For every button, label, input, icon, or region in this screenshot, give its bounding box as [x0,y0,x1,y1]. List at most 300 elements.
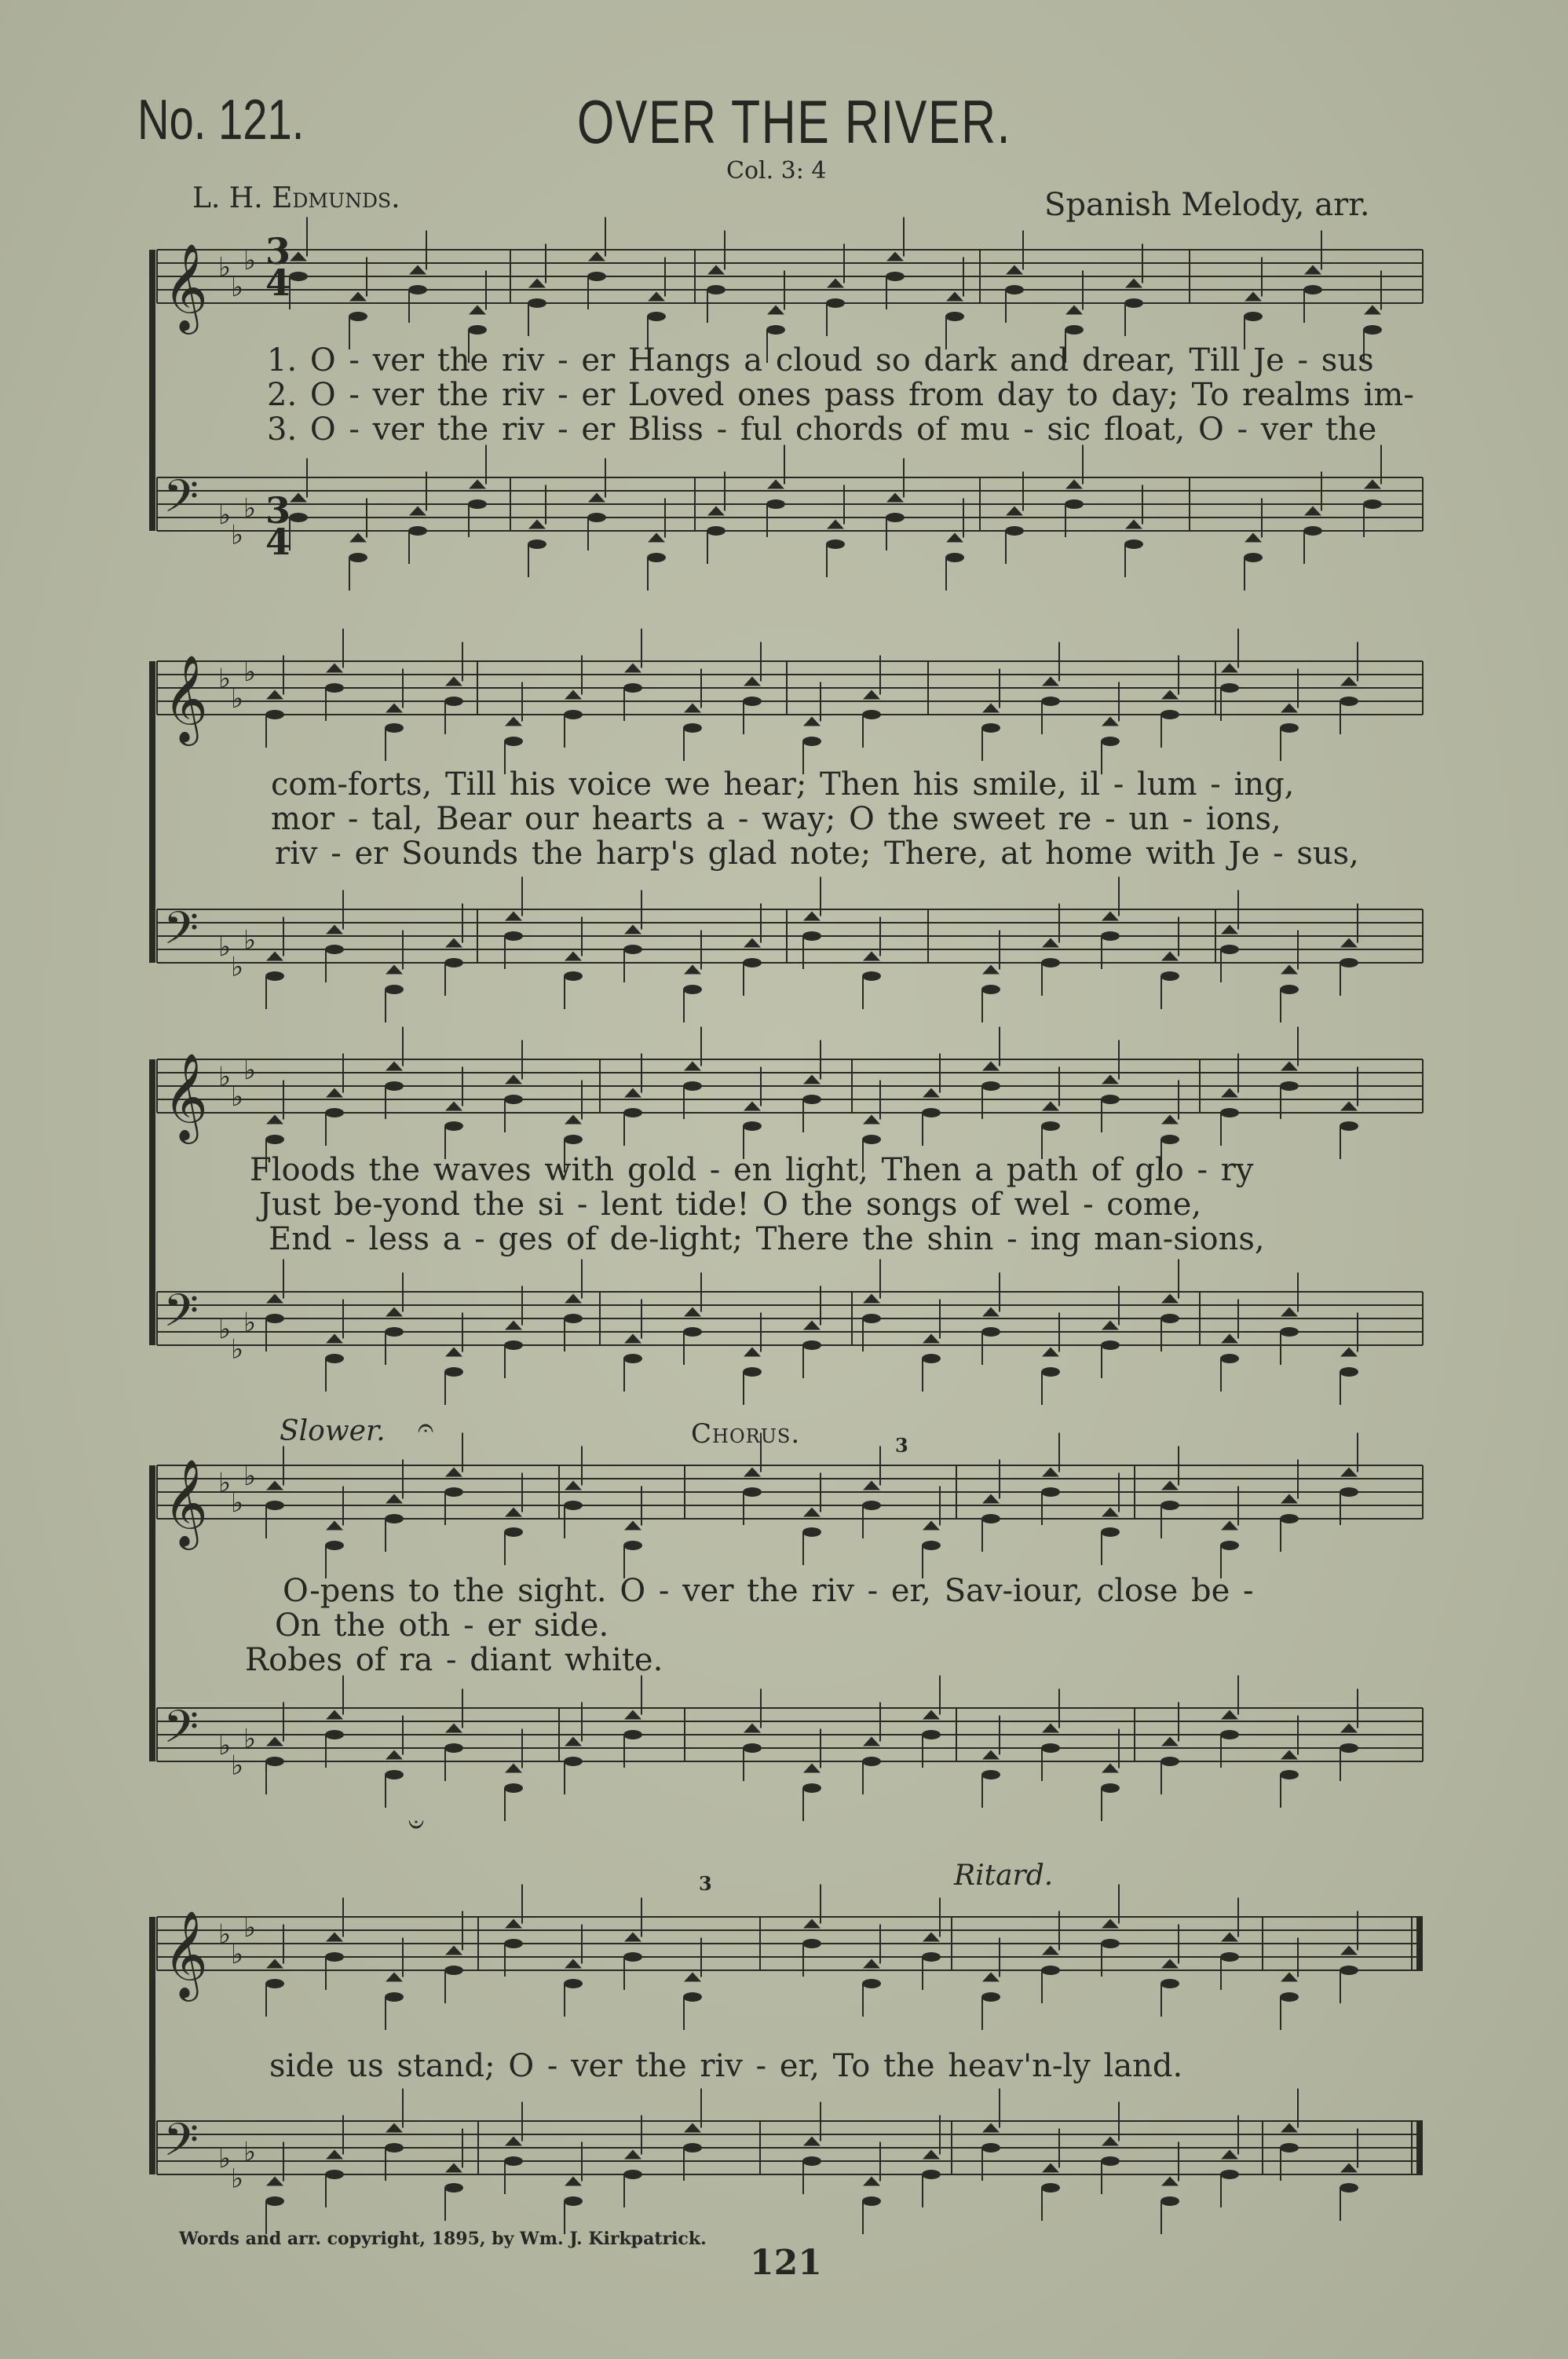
note-head-shape [445,1468,462,1477]
note-head-shape [290,493,307,503]
note-head [1160,2196,1179,2206]
note-head-shape [863,690,880,700]
note-head [1005,285,1024,294]
note-head [743,1743,762,1753]
flat-icon: ♭ [218,499,232,531]
note-head [623,683,642,693]
flat-icon: ♭ [218,251,232,283]
note-head-shape [923,1710,940,1720]
triplet-mark-chorus: 3 [895,1434,908,1457]
note-head-shape [684,1062,701,1071]
note-head-shape [505,717,522,726]
note-head-shape [1221,1710,1238,1720]
note-head [349,312,367,321]
note-head-shape [863,1737,880,1746]
note-head-shape [386,1750,403,1760]
note-head [945,312,964,321]
note-head-shape [326,1088,343,1098]
note-head-shape [1065,305,1083,315]
system-brace [149,250,155,531]
lyric-verse3-system2: riv - er Sounds the harp's glad note; There, at home with Je - sus, [275,836,1359,872]
note-head [623,1952,642,1962]
note-head-shape [648,292,665,302]
note-head-shape [326,664,343,673]
time-signature-treble: 3 4 [265,230,291,304]
note-head-shape [863,2177,880,2186]
note-head [683,723,702,733]
note-head-shape [266,2177,283,2186]
note-head-shape [1221,664,1238,673]
note-head-shape [1245,533,1262,543]
note-head-shape [588,252,605,262]
note-head [683,1327,702,1337]
note-head-shape [744,677,761,686]
note-head [1041,958,1060,967]
note-head-shape [386,1308,403,1317]
note-head-shape [1065,480,1083,489]
note-head-shape [1245,292,1262,302]
note-head [1220,1354,1239,1363]
fermata-icon: 𝄑 [408,1809,425,1841]
lyric-verse3-system3: End - less a - ges of de-light; There the shin - ing man-sions, [269,1221,1265,1257]
note-head [385,1992,404,2002]
note-head [385,1327,404,1337]
note-head-shape [1102,1508,1119,1517]
note-head-shape [1221,1521,1238,1531]
note-head-shape [565,1115,582,1125]
note-head [385,1770,404,1779]
note-head [1041,1487,1060,1497]
note-head [1101,2156,1120,2166]
note-head [1124,298,1143,308]
note-head [1340,1367,1358,1377]
note-head-shape [744,1724,761,1733]
note-head-shape [624,1933,641,1942]
note-head [289,513,308,522]
note-head [981,723,1000,733]
note-head-shape [505,1321,522,1330]
note-head [1340,1966,1358,1975]
note-head [504,2156,523,2166]
note-head-shape [266,1294,283,1304]
note-head [1303,526,1322,536]
note-head [826,298,845,308]
note-head-shape [1161,1737,1179,1746]
note-head-shape [1006,507,1023,516]
section-marking-chorus: Chorus. [691,1418,801,1450]
note-head [528,539,546,549]
note-head-shape [326,2150,343,2160]
note-head-shape [1281,1750,1298,1760]
note-head-shape [290,252,307,262]
bass-clef-icon: 𝄢 [163,902,199,966]
copyright-notice: Words and arr. copyright, 1895, by Wm. J. Kirkpatrick. [179,2229,707,2249]
note-head-shape [744,938,761,948]
note-head-shape [326,925,343,934]
flat-icon: ♭ [218,931,232,963]
note-head-shape [1161,1481,1179,1490]
note-head-shape [886,493,904,503]
note-head [408,285,427,294]
note-head-shape [1340,1102,1358,1111]
note-head-shape [684,1973,701,1982]
note-head [802,2156,821,2166]
flat-icon: ♭ [243,1912,257,1944]
note-head-shape [1221,925,1238,934]
note-head-shape [923,2150,940,2160]
note-head [265,1314,284,1323]
note-head-shape [1161,1959,1179,1969]
note-head [1101,1783,1120,1793]
lyric-verse1-system1: 1. O - ver the riv - er Hangs a cloud so dark and drear, Till Je - sus [267,342,1374,379]
note-head-shape [923,1521,940,1531]
note-head-shape [1102,912,1119,921]
flat-icon: ♭ [243,656,257,688]
note-head-shape [803,1919,821,1929]
lyric-verse1-system5: side us stand; O - ver the riv - er, To the heav'n-ly land. [269,2048,1183,2084]
note-head-shape [684,704,701,713]
note-head [1220,683,1239,693]
note-head-shape [565,1959,582,1969]
note-head [265,1135,284,1144]
note-head-shape [1340,677,1358,686]
note-head [981,1992,1000,2002]
note-head-shape [1281,1973,1298,1982]
note-head [289,272,308,281]
note-head-shape [565,1737,582,1746]
note-head [922,1541,941,1550]
note-head [1220,1730,1239,1739]
note-head-shape [1364,480,1381,489]
note-head-shape [326,1933,343,1942]
bass-clef-icon: 𝄢 [163,1700,199,1765]
note-head-shape [1125,279,1142,288]
note-head-shape [744,1468,761,1477]
note-head [1340,2183,1358,2193]
note-head-shape [1042,1102,1059,1111]
note-head [623,2170,642,2179]
note-head [504,1527,523,1537]
note-head [1160,971,1179,981]
note-head [385,1081,404,1091]
note-head [981,1327,1000,1337]
note-head-shape [565,690,582,700]
note-head [886,272,905,281]
note-head [325,1354,344,1363]
note-head [802,1783,821,1793]
note-head-shape [386,1494,403,1504]
note-head [564,971,583,981]
note-head-shape [624,2150,641,2160]
note-head-shape [767,305,784,315]
note-head-shape [803,1508,821,1517]
note-head-shape [803,2137,821,2146]
treble-clef-icon: 𝄞 [163,243,208,331]
note-head [981,1514,1000,1523]
note-head-shape [1102,1075,1119,1084]
note-head [325,945,344,954]
note-head-shape [1340,1468,1358,1477]
note-head [802,1095,821,1104]
note-head-shape [266,690,283,700]
note-head-shape [803,1764,821,1773]
note-head [1101,1340,1120,1350]
note-head [683,2143,702,2152]
lyric-verse2-system3: Just be-yond the si - lent tide! O the songs of wel - come, [259,1187,1202,1223]
note-head [862,1757,881,1766]
flat-icon: ♭ [231,272,244,303]
note-head-shape [1161,690,1179,700]
system-brace [149,661,155,963]
note-head-shape [923,1088,940,1098]
note-head-shape [1340,1348,1358,1357]
flat-icon: ♭ [218,1918,232,1951]
note-head-shape [1161,952,1179,961]
note-head [802,737,821,746]
note-head [743,1367,762,1377]
note-head [385,985,404,994]
note-head-shape [767,480,784,489]
flat-icon: ♭ [231,1939,244,1970]
note-head [1280,2143,1299,2152]
note-head-shape [744,1102,761,1111]
lyric-verse3-system1: 3. O - ver the riv - er Bliss - ful chords of mu - sic float, O - ver the [267,411,1377,448]
note-head-shape [1102,717,1119,726]
note-head-shape [982,1494,1000,1504]
page-number: 121 [750,2243,822,2283]
note-head [504,931,523,941]
note-head-shape [326,1710,343,1720]
note-head [444,2183,463,2193]
note-head [504,1939,523,1948]
treble-clef-icon: 𝄞 [163,654,208,742]
note-head-shape [1281,1494,1298,1504]
note-head-shape [803,1321,821,1330]
hymn-number: No. 121. [137,89,305,152]
note-head-shape [445,1102,462,1111]
note-head-shape [946,292,963,302]
note-head [564,1135,583,1144]
note-head [1041,1743,1060,1753]
note-head-shape [624,925,641,934]
note-head-shape [624,1334,641,1344]
note-head [444,958,463,967]
note-head [862,1979,881,1988]
note-head-shape [923,1933,940,1942]
note-head-shape [684,1308,701,1317]
note-head [468,499,487,509]
note-head-shape [1364,305,1381,315]
note-head [1124,539,1143,549]
note-head-shape [1042,2163,1059,2173]
note-head-shape [386,704,403,713]
note-head-shape [1340,938,1358,948]
flat-icon: ♭ [218,1467,232,1499]
note-head-shape [827,279,844,288]
flat-icon: ♭ [218,2143,232,2174]
note-head-shape [386,1973,403,1982]
note-head [444,1367,463,1377]
note-head [265,1757,284,1766]
note-head-shape [445,1724,462,1733]
note-head-shape [386,965,403,975]
flat-icon: ♭ [243,1307,257,1339]
note-head-shape [266,952,283,961]
note-head-shape [588,493,605,503]
flat-icon: ♭ [231,1333,244,1366]
note-head [743,958,762,967]
note-head [623,1730,642,1739]
system-brace [149,1059,155,1345]
note-head-shape [886,252,904,262]
triplet-mark-final: 3 [699,1872,712,1895]
flat-icon: ♭ [243,492,257,525]
note-head-shape [266,1481,283,1490]
note-head [981,1081,1000,1091]
flat-icon: ♭ [243,1723,257,1755]
lyric-verse1-system2: com-forts, Till his voice we hear; Then his smile, il - lum - ing, [271,766,1295,803]
note-head [981,1770,1000,1779]
note-head [265,710,284,719]
note-head [587,513,606,522]
note-head [1244,312,1263,321]
note-head-shape [827,520,844,529]
lyric-verse1-system3: Floods the waves with gold - en light, Then a path of glo - ry [250,1152,1254,1188]
note-head [1220,1541,1239,1550]
note-head [1101,931,1120,941]
note-head [444,1121,463,1131]
note-head [1340,958,1358,967]
note-head-shape [624,1521,641,1531]
note-head-shape [266,1115,283,1125]
note-head [1041,1966,1060,1975]
note-head [528,298,546,308]
time-signature-bass: 3 4 [265,489,291,563]
note-head [1280,1770,1299,1779]
flat-icon: ♭ [218,1061,232,1093]
note-head-shape [1281,1062,1298,1071]
note-head-shape [266,1737,283,1746]
note-head [1101,1939,1120,1948]
note-head [1005,526,1024,536]
note-head-shape [684,965,701,975]
note-head [981,985,1000,994]
note-head [564,2196,583,2206]
note-head [564,1501,583,1510]
system-brace [149,1917,155,2174]
note-head [862,1135,881,1144]
note-head [325,683,344,693]
note-head [504,1340,523,1350]
note-head [385,1514,404,1523]
flat-icon: ♭ [243,1461,257,1492]
note-head-shape [1042,1348,1059,1357]
note-head [862,710,881,719]
note-head [1363,325,1382,335]
flat-icon: ♭ [243,2136,257,2168]
note-head [265,1501,284,1510]
note-head [766,499,785,509]
note-head-shape [1281,1308,1298,1317]
note-head [385,723,404,733]
note-head [1160,1314,1179,1323]
note-head [1065,499,1084,509]
lyric-verse1-system4: O-pens to the sight. O - ver the riv - er, Sav-iour, close be - [283,1573,1254,1609]
note-head [623,1354,642,1363]
note-head-shape [1304,265,1321,275]
note-head-shape [445,2163,462,2173]
note-head [922,1354,941,1363]
note-head-shape [505,1508,522,1517]
note-head [1280,1081,1299,1091]
note-head-shape [445,677,462,686]
note-head [1220,1108,1239,1117]
note-head-shape [707,265,725,275]
note-head-shape [982,1308,1000,1317]
note-head [683,985,702,994]
note-head [862,971,881,981]
note-head-shape [624,1088,641,1098]
note-head-shape [863,1959,880,1969]
note-head-shape [445,1348,462,1357]
note-head-shape [445,938,462,948]
note-head-shape [1281,704,1298,713]
note-head [1160,1979,1179,1988]
note-head [1280,1514,1299,1523]
note-head [444,697,463,706]
note-head [1041,697,1060,706]
note-head [1041,1367,1060,1377]
note-head [444,1966,463,1975]
note-head-shape [1161,1115,1179,1125]
flat-icon: ♭ [231,1487,244,1519]
composer-credit: Spanish Melody, arr. [1044,187,1370,223]
note-head-shape [1221,2150,1238,2160]
note-head [1220,945,1239,954]
note-head-shape [982,704,1000,713]
note-head [444,1743,463,1753]
treble-clef-icon: 𝄞 [163,1910,208,1998]
note-head-shape [624,664,641,673]
note-head [1340,1121,1358,1131]
note-head [325,1108,344,1117]
note-head [564,1979,583,1988]
flat-icon: ♭ [243,924,257,956]
note-head [1065,325,1084,335]
scripture-reference: Col. 3: 4 [726,157,827,185]
note-head [1220,1952,1239,1962]
note-head [623,1108,642,1117]
note-head [623,1541,642,1550]
note-head-shape [744,1348,761,1357]
note-head-shape [505,1075,522,1084]
note-head-shape [1042,1724,1059,1733]
note-head [504,1095,523,1104]
note-head [1340,1487,1358,1497]
note-head-shape [982,1973,1000,1982]
note-head [1160,1501,1179,1510]
note-head [468,325,487,335]
note-head [766,325,785,335]
note-head [683,1081,702,1091]
bass-clef-icon: 𝄢 [163,2113,199,2178]
note-head [1340,1743,1358,1753]
flat-icon: ♭ [231,519,244,551]
note-head [1280,723,1299,733]
note-head-shape [863,1115,880,1125]
note-head-shape [469,305,486,315]
note-head [265,2196,284,2206]
